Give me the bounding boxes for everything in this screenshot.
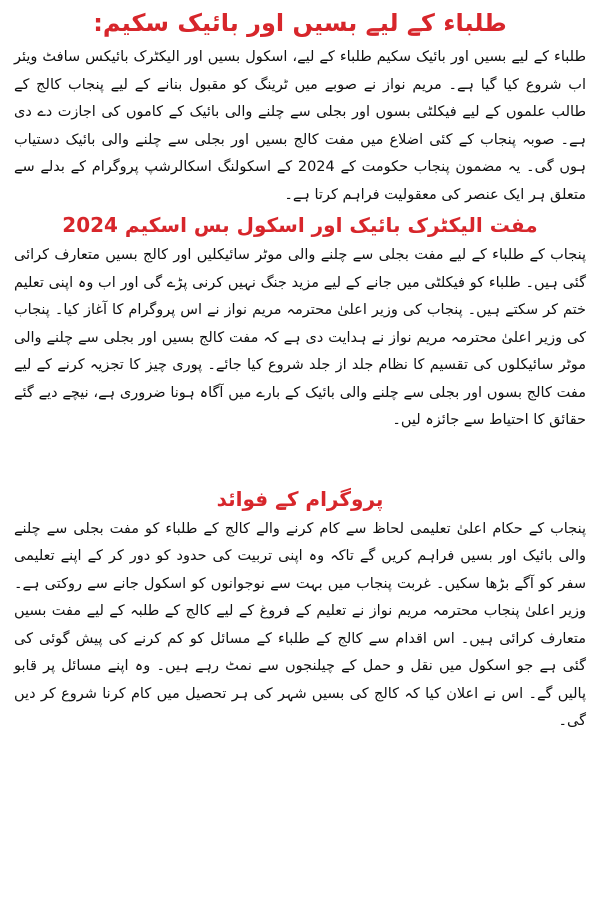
- section-heading-benefits: پروگرام کے فوائد: [216, 486, 384, 511]
- intro-paragraph: طلباء کے لیے بسیں اور بائیک سکیم طلباء کے لیے، اسکول بسیں اور الیکٹرک بائیکس سافٹ ویئر اب شروع کیا گیا ہے۔ مریم نواز نے صوبے میں ٹرینگ کو مقبول بنانے کے لیے پنجاب کالج کے طالب علموں کے لیے فیکلٹی بسوں اور بجلی سے چلنے والی بائیک کے کاموں کی اجازت دے دی ہے۔ صوبہ پنجاب کے کئی اضلاع میں مفت کالج بسیں اور بجلی سے چلنے والی بائیک دستیاب ہوں گی۔ یہ مضمون پنجاب حکومت کے 2024 کے اسکولنگ اسکالرشپ پروگرام کے بدلے سے متعلق ہر ایک عنصر کی معقولیت فراہم کرتا ہے۔: [14, 49, 586, 203]
- benefits-paragraph: پنجاب کے حکام اعلیٰ تعلیمی لحاظ سے کام کرنے والے کالج کے طلباء کو مفت بجلی سے چلنے والی بائیک اور بسیں فراہم کریں گے تاکہ وہ اپنی تربیت کی حدود کو دور کر کے اپنے تعلیمی سفر کو آگے بڑھا سکیں۔ غربت پنجاب میں بہت سے نوجوانوں کو اسکول جانے سے روکتی ہے۔ وزیر اعلیٰ پنجاب محترمہ مریم نواز نے تعلیم کے فروغ کے لیے کالج کے طلبہ کے لیے مفت بسیں متعارف کرائی ہیں۔ اس اقدام سے کالج کے طلباء کے مسائل کو کم کرنے کی پیش گوئی کی گئی ہے جو اسکول میں نقل و حمل کے چیلنجوں سے نمٹ رہے ہیں۔ وہ اپنے مسائل پر قابو پالیں گے۔ اس نے اعلان کیا کہ کالج کی بسیں شہر کی ہر تحصیل میں کام کرنا شروع کر دیں گی۔: [14, 520, 586, 729]
- section-spacer: [14, 435, 586, 481]
- article-title: طلباء کے لیے بسیں اور بائیک سکیم:: [93, 9, 507, 37]
- scheme-paragraph: پنجاب کے طلباء کے لیے مفت بجلی سے چلنے والی موٹر سائیکلیں اور کالج بسیں متعارف کرائی گئی ہیں۔ طلباء کو فیکلٹی میں جانے کے لیے مزید جنگ نہیں کرنی پڑے گی اور اب وہ اپنی تعلیم ختم کر سکتے ہیں۔ پنجاب کی وزیر اعلیٰ محترمہ مریم نواز نے اس پروگرام کا آغاز کیا۔ پنجاب کی وزیر اعلیٰ محترمہ مریم نواز نے ہدایت دی ہے کہ مفت کالج بسیں اور بجلی سے چلنے والی موٹر سائیکلوں کی تقسیم کا نظام جلد از جلد شروع کیا جائے۔ پوری چیز کا تجزیہ کرنے کے لیے مفت کالج بسوں اور بجلی سے چلنے والی بائیک کے بارے میں آگاہ ہونا ضروری ہے، نیچے دیے گئے حقائق کا احتیاط سے جائزہ لیں۔: [14, 247, 586, 428]
- section-heading-scheme-2024: مفت الیکٹرک بائیک اور اسکول بس اسکیم 2024: [62, 213, 538, 237]
